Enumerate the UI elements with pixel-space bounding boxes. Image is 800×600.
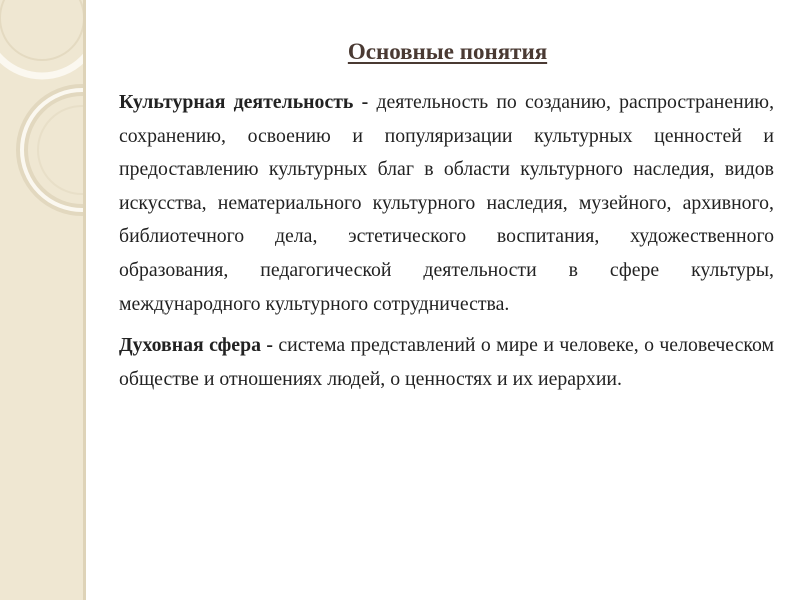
- definition-separator: -: [260, 334, 279, 357]
- deco-circle-top-inner: [0, 0, 84, 60]
- definition-spiritual-sphere: [119, 329, 774, 396]
- deco-circle-mid-inner: [38, 106, 86, 194]
- slide-content: [119, 86, 774, 396]
- slide-title-text: Основные понятия: [347, 39, 548, 64]
- definition-text: система представлений о мире и человеке, о человеческом обществе и отношениях людей, о ценностях и их иерархии.: [119, 334, 774, 390]
- decorative-circles: [0, 0, 86, 600]
- definition-text: деятельность по созданию, распространению, сохранению, освоению и популяризации культурных ценностей и предоставлению культурных благ в области культурного наследия, видов искусства, нематериального культурного наследия, музейного, архивного, библиотечного дела, эстетического воспитания, художественного образования, педагогической деятельности в сфере культуры, международного культурного сотрудничества.: [119, 91, 775, 315]
- deco-circle-mid-outer: [22, 90, 86, 210]
- deco-circle-top-outer: [0, 0, 86, 76]
- definition-cultural-activity: [119, 86, 774, 321]
- definition-term: Культурная деятельность: [119, 91, 354, 113]
- definition-separator: -: [353, 91, 377, 113]
- slide-title: [120, 38, 775, 66]
- decorative-side-band: [0, 0, 86, 600]
- definition-term: Духовная сфера: [119, 334, 261, 357]
